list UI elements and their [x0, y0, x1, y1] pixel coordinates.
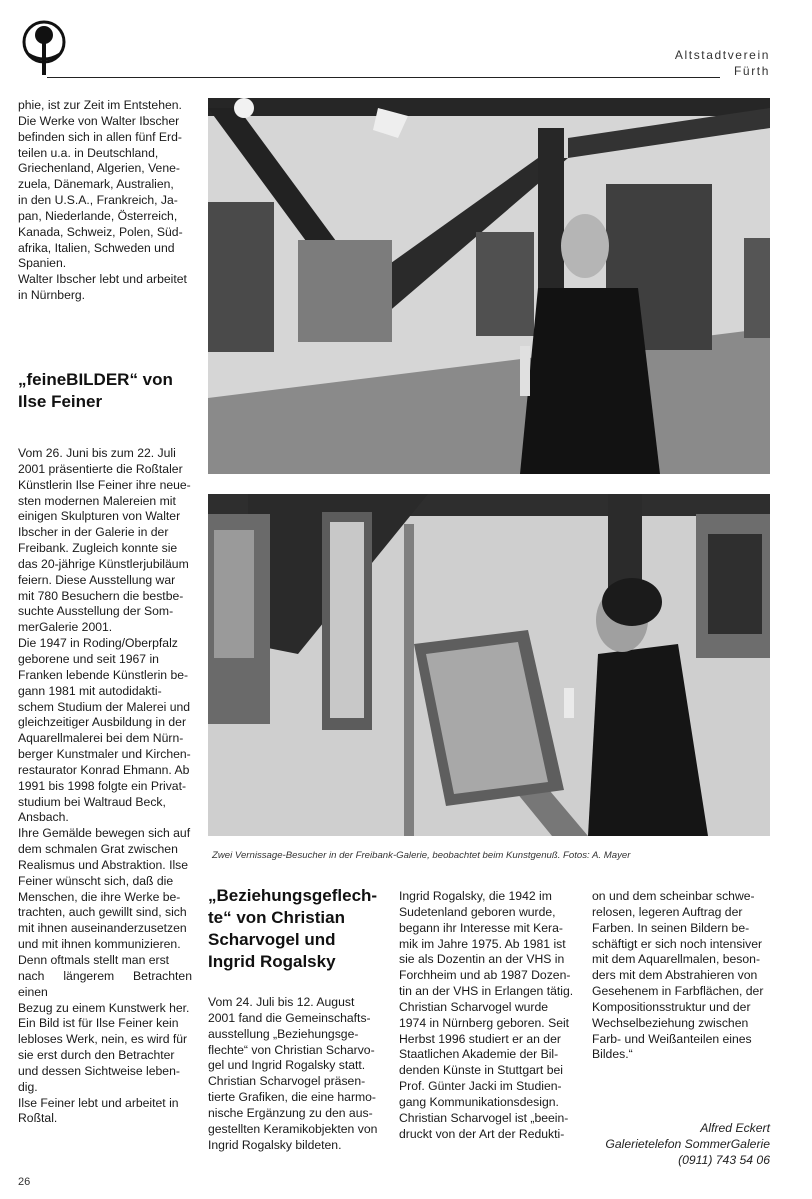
text-line: Ansbach. [18, 810, 69, 825]
text-line: Menschen, die ihre Werke be- [18, 889, 181, 904]
text-line: druckt von der Art der Redukti- [399, 1126, 565, 1141]
text-line: Farben. In seinen Bildern be- [592, 920, 750, 935]
text-line: mit dem Aquarellmalen, beson- [592, 952, 760, 967]
photo-top [208, 98, 770, 474]
author-name: Alfred Eckert [700, 1121, 770, 1135]
text-line: das 20-jährige Künstlerjubiläum [18, 556, 189, 571]
text-line: Sudetenland geboren wurde, [399, 904, 556, 919]
paragraph-reduction [592, 889, 770, 1063]
heading-feinebilder [18, 369, 192, 413]
text-line: Denn oftmals stellt man erst [18, 953, 170, 967]
text-line: schäftigt er sich noch intensiver [592, 936, 763, 951]
text-line: dem schmalen Grat zwischen [18, 842, 178, 857]
text-line: relosen, legeren Auftrag der [592, 904, 743, 919]
text-line: Feiner wünscht sich, daß die [18, 873, 174, 888]
text-line: 1991 bis 1998 folgte ein Privat- [18, 778, 187, 793]
text-line: und dessen Sichtweise leben- [18, 1063, 180, 1078]
phone-label: Galerietelefon SommerGalerie [605, 1137, 770, 1151]
heading-line: Ingrid Rogalsky [208, 952, 336, 971]
text-line: gestellten Keramikobjekten von [208, 1121, 378, 1136]
text-line: mik im Jahre 1975. Ab 1981 ist [399, 936, 566, 951]
photo-top-image [208, 98, 770, 474]
text-line: einigen Skulpturen von Walter [18, 509, 181, 524]
text-line: Bezug zu einem Kunstwerk her. [18, 1000, 190, 1015]
phone-number: (0911) 743 54 06 [678, 1153, 770, 1167]
text-line: Die Werke von Walter Ibscher [18, 113, 180, 128]
text-line: mit ihnen auseinanderzusetzen [18, 921, 187, 936]
paragraph-rogalsky-scharvogel [399, 889, 577, 1143]
text-line: tin an der VHS in Erlangen tätig. [399, 984, 574, 999]
text-line: teilen u.a. in Deutschland, [18, 145, 159, 160]
text-line: Farb- und Weißanteilen eines [592, 1031, 752, 1046]
column-4-body [592, 889, 770, 1063]
text-line: mit 780 Besuchern die bestbe- [18, 588, 184, 603]
text-line: geborene und seit 1967 in [18, 651, 159, 666]
text-line: denden Künste in Stuttgart bei [399, 1063, 563, 1078]
intro-paragraph [18, 98, 192, 304]
header-club-name: Altstadtverein [674, 48, 770, 62]
text-line: Spanien. [18, 256, 67, 271]
column-2-body [208, 995, 386, 1153]
text-line: ausstellung „Beziehungsge- [208, 1026, 359, 1041]
text-line: Ein Bild ist für Ilse Feiner kein [18, 1016, 179, 1031]
text-line: 2001 präsentierte die Roßtaler [18, 461, 183, 476]
heading-line: „feineBILDER“ von [18, 370, 173, 389]
paragraph-residence [18, 1096, 192, 1128]
photo-caption: Zwei Vernissage-Besucher in der Freibank-Galerie, beobachtet beim Kunstgenuß. Fotos: A. Mayer [212, 850, 631, 861]
text-line: 2001 fand die Gemeinschafts- [208, 1010, 371, 1025]
text-line: Kanada, Schweiz, Polen, Süd- [18, 224, 183, 239]
text-line: Roßtal. [18, 1111, 58, 1126]
text-line: begann ihr Interesse mit Kera- [399, 920, 563, 935]
text-line: dig. [18, 1079, 38, 1094]
text-line: Vom 24. Juli bis 12. August [208, 995, 355, 1009]
text-line: und mit ihnen kommunizieren. [18, 937, 181, 952]
text-line: Ingrid Rogalsky, die 1942 im [399, 889, 552, 903]
text-line: befinden sich in allen fünf Erd- [18, 129, 182, 144]
text-line: tierte Grafiken, die eine harmo- [208, 1090, 376, 1105]
paragraph-joint-exhibition [208, 995, 386, 1153]
signature-block [592, 1120, 770, 1168]
text-line: Realismus und Abstraktion. Ilse [18, 857, 189, 872]
column-3-body [399, 889, 577, 1143]
text-line: Ilse Feiner lebt und arbeitet in [18, 1095, 179, 1110]
text-line: nach längerem Betrachten einen [18, 968, 192, 999]
text-line: Künstlerin Ilse Feiner ihre neue- [18, 477, 191, 492]
paragraph-biography [18, 636, 192, 826]
text-line: afrika, Italien, Schweden und [18, 240, 175, 255]
text-line: Ihre Gemälde bewegen sich auf [18, 826, 191, 841]
text-line: in den U.S.A., Frankreich, Ja- [18, 193, 178, 208]
altstadtverein-logo-icon [18, 18, 70, 76]
text-line: Gesehenem in Farbflächen, der [592, 984, 764, 999]
text-line: merGalerie 2001. [18, 620, 113, 635]
text-line: nische Ergänzung zu den aus- [208, 1105, 373, 1120]
text-line: Freibank. Zugleich konnte sie [18, 541, 178, 556]
text-line: pan, Niederlande, Österreich, [18, 208, 178, 223]
text-line: Staatlichen Akademie der Bil- [399, 1047, 559, 1062]
text-line: Christian Scharvogel ist „beein- [399, 1110, 569, 1125]
text-line: Christian Scharvogel wurde [399, 999, 549, 1014]
text-line: Forchheim und ab 1987 Dozen- [399, 968, 571, 983]
heading-line: Scharvogel und [208, 930, 336, 949]
text-line: Die 1947 in Roding/Oberpfalz [18, 636, 178, 651]
text-line: gleichzeitiger Ausbildung in der [18, 715, 187, 730]
text-line: 1974 in Nürnberg geboren. Seit [399, 1015, 570, 1030]
left-column-intro [18, 98, 192, 304]
text-line: ders mit dem Abstrahieren von [592, 968, 758, 983]
text-line: sten modernen Malereien mit [18, 493, 176, 508]
text-line: Walter Ibscher lebt und arbeitet [18, 272, 187, 287]
text-line: studium bei Waltraud Beck, [18, 794, 166, 809]
photo-bottom [208, 494, 770, 836]
text-line: in Nürnberg. [18, 288, 86, 303]
text-line: Aquarellmalerei bei dem Nürn- [18, 731, 184, 746]
text-line: gel und Ingrid Rogalsky statt. [208, 1058, 366, 1073]
text-line: restaurator Konrad Ehmann. Ab [18, 762, 190, 777]
paragraph-artistic-view [18, 826, 192, 1095]
text-line: on und dem scheinbar schwe- [592, 889, 755, 903]
text-line: flechte“ von Christian Scharvo- [208, 1042, 375, 1057]
text-line: berger Kunstmaler und Kirchen- [18, 747, 191, 762]
text-line: lebloses Werk, nein, es wird für [18, 1032, 188, 1047]
text-line: Ingrid Rogalsky bildeten. [208, 1137, 342, 1152]
text-line: schem Studium der Malerei und [18, 699, 191, 714]
text-line: phie, ist zur Zeit im Entstehen. [18, 98, 182, 112]
heading-line: Ilse Feiner [18, 392, 103, 411]
header-rule [47, 77, 720, 78]
text-line: Ibscher in der Galerie in der [18, 525, 169, 540]
text-line: gang Kommunikationsdesign. [399, 1094, 559, 1109]
text-line: Wechselbeziehung zwischen [592, 1015, 749, 1030]
text-line: Franken lebende Künstlerin be- [18, 667, 189, 682]
text-line: sie als Dozentin an der VHS in [399, 952, 565, 967]
text-line: Griechenland, Algerien, Vene- [18, 161, 180, 176]
heading-line: „Beziehungsgeflech- [208, 886, 378, 905]
text-line: Prof. Günter Jacki im Studien- [399, 1079, 562, 1094]
heading-beziehungsgeflechte [208, 885, 388, 973]
text-line: Christian Scharvogel präsen- [208, 1074, 366, 1089]
text-line: feiern. Diese Ausstellung war [18, 572, 176, 587]
text-line: Herbst 1996 studiert er an der [399, 1031, 561, 1046]
heading-line: te“ von Christian [208, 908, 345, 927]
text-line: Kompositionsstruktur und der [592, 999, 751, 1014]
text-line: Bildes.“ [592, 1047, 633, 1062]
header-city-name: Fürth [733, 64, 770, 78]
text-line: gann 1981 mit autodidakti- [18, 683, 162, 698]
text-line: Vom 26. Juni bis zum 22. Juli [18, 446, 176, 460]
page-number: 26 [18, 1176, 31, 1188]
text-line: sie erst durch den Betrachter [18, 1048, 175, 1063]
paragraph-exhibition [18, 446, 192, 636]
text-line: trachten, auch gewillt sind, sich [18, 905, 187, 920]
photo-bottom-image [208, 494, 770, 836]
left-column-body [18, 446, 192, 1127]
text-line: zuela, Dänemark, Australien, [18, 177, 174, 192]
text-line: suchte Ausstellung der Som- [18, 604, 174, 619]
